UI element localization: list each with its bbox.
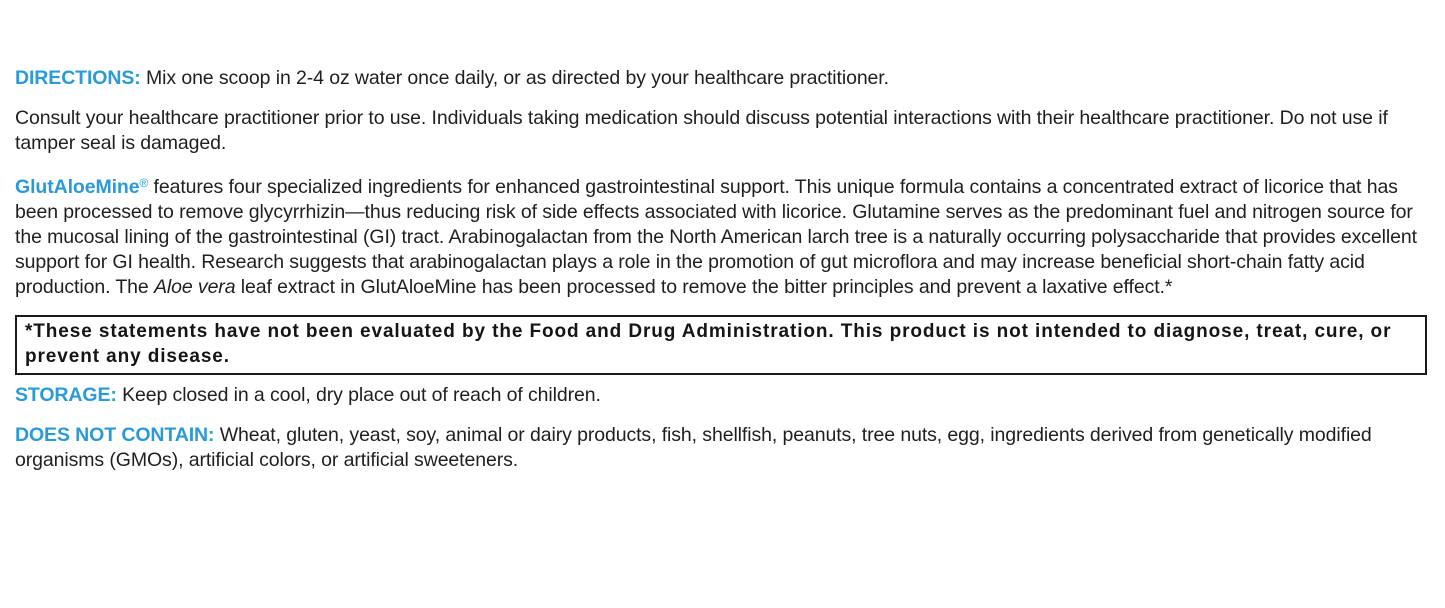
- does-not-contain-paragraph: [15, 423, 1427, 473]
- directions-heading: DIRECTIONS:: [15, 67, 141, 89]
- fda-disclaimer-text: *These statements have not been evaluated by the Food and Drug Administration. This product is not intended to diagnose, treat, cure, or prevent any disease.: [25, 321, 1392, 367]
- directions-paragraph: [15, 66, 1427, 91]
- brand-name-text: GlutAloeMine: [15, 176, 140, 198]
- does-not-contain-heading: DOES NOT CONTAIN:: [15, 424, 215, 446]
- caution-paragraph: [15, 106, 1427, 156]
- fda-disclaimer-box: [15, 315, 1427, 375]
- caution-text: Consult your healthcare practitioner prior to use. Individuals taking medication should discuss potential interactions with their healthcare practitioner. Do not use if tamper seal is damaged.: [15, 107, 1388, 154]
- brand-name: [15, 176, 148, 198]
- storage-heading: STORAGE:: [15, 384, 117, 406]
- storage-text: Keep closed in a cool, dry place out of reach of children.: [116, 384, 601, 406]
- registered-trademark-mark: ®: [139, 176, 149, 190]
- description-text-2: leaf extract in GlutAloeMine has been processed to remove the bitter principles and prevent a laxative effect.*: [235, 276, 1173, 298]
- description-paragraph: [15, 171, 1427, 300]
- description-italic-term: Aloe vera: [153, 276, 236, 298]
- does-not-contain-text: Wheat, gluten, yeast, soy, animal or dairy products, fish, shellfish, peanuts, tree nuts, egg, ingredients derived from genetically modified organisms (GMOs), artificial colors, or artificial sweeteners.: [15, 424, 1372, 471]
- directions-text: Mix one scoop in 2-4 oz water once daily, or as directed by your healthcare practitioner.: [140, 67, 889, 89]
- storage-paragraph: [15, 383, 1427, 408]
- description-text-1: features four specialized ingredients for enhanced gastrointestinal support. This unique formula contains a concentrated extract of licorice that has been processed to remove glycyrrhizin—thus reducing risk of side effects associated with licorice. Glutamine serves as the predominant fuel and nitrogen source for the mucosal lining of the gastrointestinal (GI) tract. Arabinogalactan from the North American larch tree is a naturally occurring polysaccharide that provides excellent support for GI health. Research suggests that arabinogalactan plays a role in the promotion of gut microflora and may increase beneficial short-chain fatty acid production. The: [15, 176, 1417, 298]
- label-text-panel: [15, 66, 1427, 473]
